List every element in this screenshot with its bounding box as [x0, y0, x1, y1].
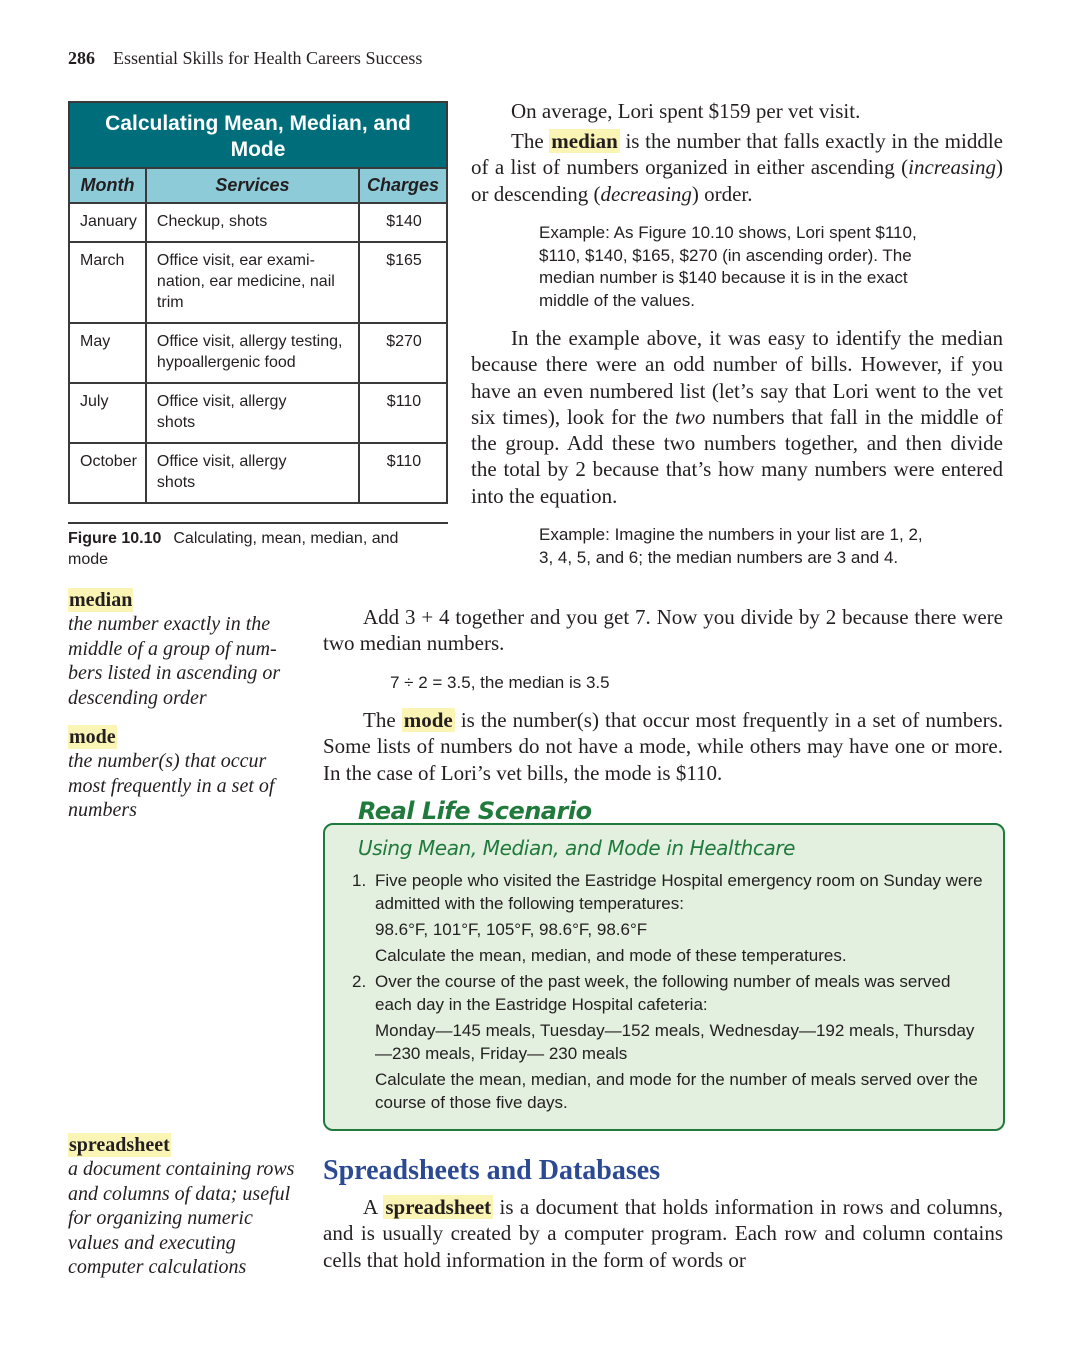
- month-cell: March: [69, 242, 146, 323]
- glossary-definition: a document containing rows and columns of data; useful for organizing numeric values and executing computer calculations: [68, 1158, 295, 1278]
- text: numbers that fall in the middle of the group. Add these two numbers together, and then divide the total by 2 because that’s how many numbers were entered into the equation.: [471, 404, 1003, 508]
- figure-label: Figure 10.10: [68, 530, 162, 547]
- key-term-median: median: [551, 129, 618, 153]
- text: The: [511, 129, 550, 153]
- scenario-title: Real Life Scenario: [358, 797, 592, 825]
- table-row: [69, 242, 447, 323]
- services-cell: Office visit, allergy testing, hypoallergenic food: [146, 323, 359, 383]
- key-term-spreadsheet: spreadsheet: [385, 1195, 492, 1219]
- item-data: Monday—145 meals, Tuesday—152 meals, Wednesday—192 meals, Thursday—230 meals, Friday— 230 meals: [375, 1021, 975, 1063]
- charges-cell: $110: [359, 383, 447, 443]
- text: decreasing: [600, 181, 692, 206]
- key-term-mode: mode: [403, 708, 453, 732]
- glossary-definition: the number(s) that occur most frequently in a set of numbers: [68, 750, 275, 821]
- table-title: Calculating Mean, Median, and Mode: [69, 102, 447, 168]
- item-text: Over the course of the past week, the following number of meals was served each day in the Eastridge Hospital cafeteria:: [375, 972, 951, 1014]
- column-header-services: Services: [146, 168, 359, 203]
- example-median-odd: Example: As Figure 10.10 shows, Lori spent $110, $110, $140, $165, $270 (in ascending order). The median number is $140 because it is in the exact middle of the values.: [539, 223, 917, 310]
- table-row: [69, 443, 447, 503]
- text: is the number that falls exactly in the middle of a list of numbers organized in either ascending (: [471, 129, 1003, 180]
- paragraph-add: Add 3 + 4 together and you get 7. Now you divide by 2 because there were two median numbers.: [323, 605, 1003, 656]
- month-cell: July: [69, 383, 146, 443]
- paragraph-even-list: [471, 325, 1003, 509]
- scenario-item-2: [352, 970, 992, 1114]
- section-heading: Spreadsheets and Databases: [323, 1155, 661, 1186]
- glossary-term: median: [69, 589, 133, 611]
- services-cell: Checkup, shots: [146, 203, 359, 242]
- text: is a document that holds information in rows and columns, and is usually created by a computer program. Each row and column contains cells that hold information in the form of words or: [323, 1195, 1003, 1272]
- item-number: 2.: [352, 972, 367, 991]
- services-cell: Office visit, allergy shots: [146, 383, 359, 443]
- charges-cell: $270: [359, 323, 447, 383]
- paragraph-spreadsheet: [323, 1194, 1003, 1273]
- item-data: 98.6°F, 101°F, 105°F, 98.6°F, 98.6°F: [375, 920, 648, 939]
- text: two: [675, 404, 706, 429]
- glossary-term: mode: [69, 726, 116, 748]
- column-header-charges: Charges: [359, 168, 447, 203]
- item-number: 1.: [352, 871, 367, 890]
- charges-cell: $110: [359, 443, 447, 503]
- services-cell: Office visit, ear examination, ear medicine, nail trim: [146, 242, 359, 323]
- paragraph-mode: [323, 707, 1003, 786]
- text: The: [363, 708, 402, 732]
- glossary-term: spreadsheet: [69, 1134, 170, 1156]
- table-row: [69, 323, 447, 383]
- figure-table: [68, 101, 448, 504]
- table-row: [69, 203, 447, 242]
- scenario-item-1: [352, 869, 992, 967]
- month-cell: May: [69, 323, 146, 383]
- text: is the number(s) that occur most frequently in a set of numbers. Some lists of numbers do not have a mode, while others may have one or more. In the case of Lori’s vet bills, the mode is $110.: [323, 708, 1003, 785]
- figure-caption-text: Calculating, mean, median, and mode: [68, 530, 399, 568]
- column-header-month: Month: [69, 168, 146, 203]
- item-text: Five people who visited the Eastridge Hospital emergency room on Sunday were admitted with the following temperatures:: [375, 871, 983, 913]
- item-task: Calculate the mean, median, and mode of these temperatures.: [375, 946, 847, 965]
- charges-cell: $140: [359, 203, 447, 242]
- text: ) order.: [691, 181, 753, 206]
- example-median-even: Example: Imagine the numbers in your list are 1, 2, 3, 4, 5, and 6; the median numbers are 3 and 4.: [539, 525, 923, 567]
- charges-cell: $165: [359, 242, 447, 323]
- text: increasing: [908, 155, 996, 180]
- item-task: Calculate the mean, median, and mode for the number of meals served over the course of those five days.: [375, 1070, 978, 1112]
- running-head: [68, 48, 422, 69]
- paragraph-average: On average, Lori spent $159 per vet visit.: [511, 99, 861, 123]
- text: ) or descending (: [471, 155, 1003, 206]
- glossary-definition: the number exactly in the middle of a group of numbers listed in ascending or descending order: [68, 613, 281, 709]
- month-cell: October: [69, 443, 146, 503]
- book-title: Essential Skills for Health Careers Success: [113, 48, 423, 68]
- month-cell: January: [69, 203, 146, 242]
- equation: 7 ÷ 2 = 3.5, the median is 3.5: [390, 673, 610, 692]
- glossary-entry-spreadsheet: [68, 1133, 300, 1280]
- figure-rule: [68, 522, 448, 524]
- text: A: [363, 1195, 384, 1219]
- glossary-entry-median: [68, 588, 298, 710]
- services-cell: Office visit, allergy shots: [146, 443, 359, 503]
- page-number: 286: [68, 48, 95, 68]
- text: In the example above, it was easy to identify the median because there were an odd number of bills. However, if you have an even numbered list (let’s say that Lori went to the vet six times), look for the: [471, 326, 1003, 429]
- glossary-entry-mode: [68, 725, 298, 823]
- table-row: [69, 383, 447, 443]
- paragraph-median-intro: [471, 128, 1003, 207]
- figure-caption: [68, 528, 440, 570]
- scenario-subtitle: Using Mean, Median, and Mode in Healthcare: [358, 836, 796, 860]
